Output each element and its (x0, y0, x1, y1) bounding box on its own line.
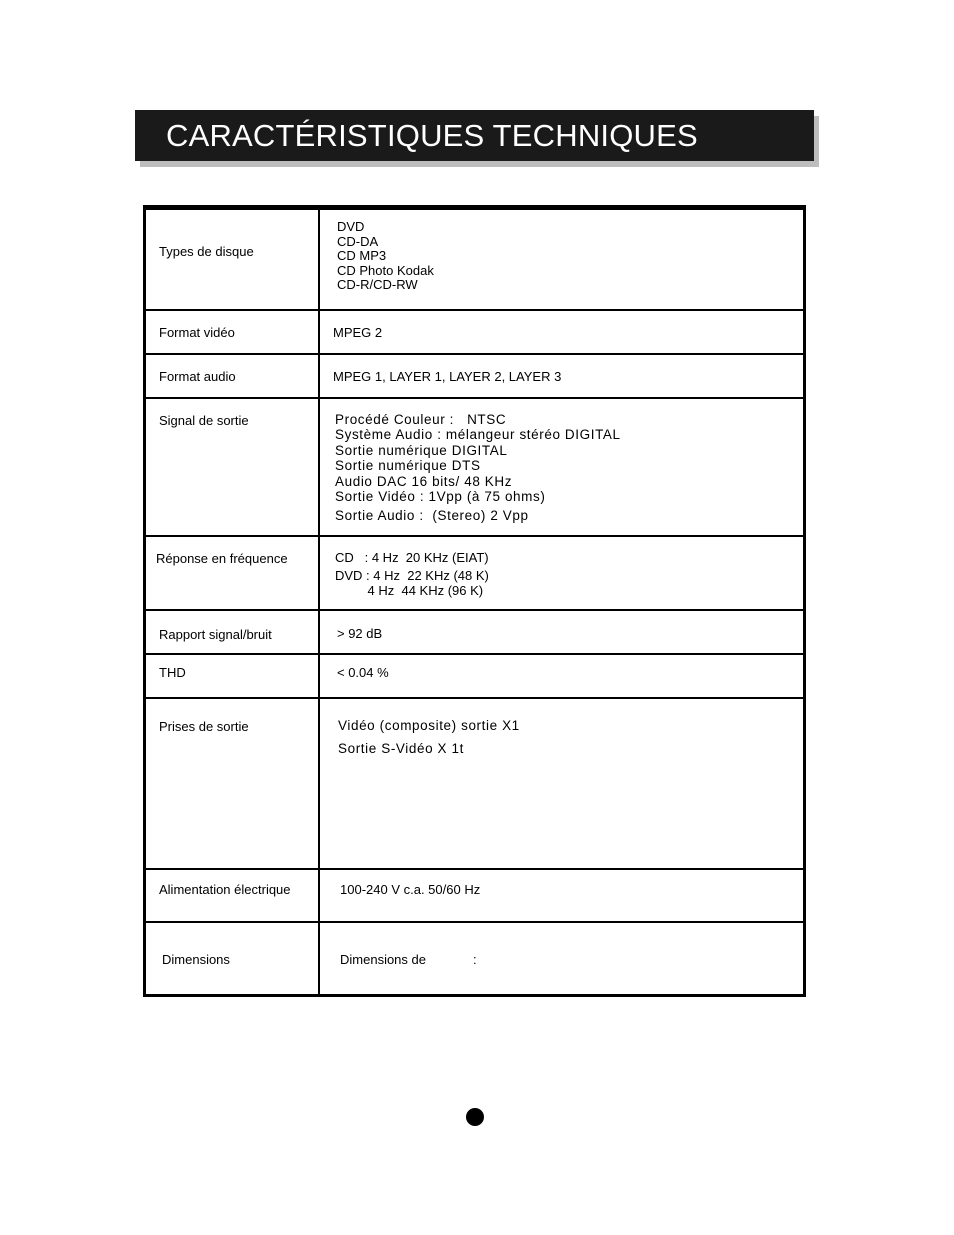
spec-row-thd (146, 653, 803, 699)
spec-value: Dimensions de : (340, 952, 477, 967)
spec-value: 100-240 V c.a. 50/60 Hz (340, 882, 481, 897)
frequency-item: DVD : 4 Hz 22 KHz (48 K) (335, 568, 489, 583)
spec-value: MPEG 2 (333, 325, 383, 340)
spec-row-frequency-response (146, 535, 803, 611)
frequency-item: 4 Hz 44 KHz (96 K) (335, 583, 484, 598)
spec-label: Dimensions (162, 952, 230, 967)
page-marker-dot (466, 1108, 484, 1126)
spec-row-output-signal (146, 397, 803, 537)
spec-label: Format vidéo (159, 325, 235, 340)
spec-row-audio-format (146, 353, 803, 399)
disc-type-item: DVD (337, 219, 365, 234)
frequency-item: CD : 4 Hz 20 KHz (EIAT) (335, 550, 489, 565)
signal-item: Audio DAC 16 bits/ 48 KHz (335, 473, 513, 489)
spec-row-power (146, 868, 803, 922)
signal-item: Procédé Couleur : NTSC (335, 412, 507, 427)
spec-label: Signal de sortie (159, 413, 249, 428)
spec-row-output-jacks (146, 697, 803, 866)
jack-item: Vidéo (composite) sortie X1 (338, 718, 520, 733)
spec-table (143, 205, 806, 997)
spec-value: MPEG 1, LAYER 1, LAYER 2, LAYER 3 (333, 369, 562, 384)
spec-value (335, 412, 621, 524)
signal-item: Sortie numérique DTS (335, 458, 481, 474)
spec-label: Types de disque (159, 244, 254, 259)
spec-row-disc-types (146, 208, 803, 311)
spec-label: THD (159, 665, 186, 680)
disc-type-item: CD MP3 (337, 248, 387, 264)
spec-value (337, 220, 434, 293)
spec-label: Alimentation électrique (159, 882, 291, 897)
signal-item: Système Audio : mélangeur stéréo DIGITAL (335, 427, 621, 443)
spec-label: Format audio (159, 369, 236, 384)
spec-label: Prises de sortie (159, 719, 249, 734)
signal-item: Sortie Audio : (Stereo) 2 Vpp (335, 508, 529, 524)
spec-value (338, 718, 520, 757)
disc-type-item: CD Photo Kodak (337, 262, 434, 278)
disc-type-item: CD-DA (337, 233, 379, 249)
spec-row-snr (146, 609, 803, 655)
spec-row-video-format (146, 309, 803, 355)
spec-label: Rapport signal/bruit (159, 627, 272, 642)
disc-type-item: CD-R/CD-RW (337, 277, 418, 293)
signal-item: Sortie numérique DIGITAL (335, 442, 508, 458)
spec-label: Réponse en fréquence (156, 551, 288, 566)
spec-value: < 0.04 % (337, 665, 389, 680)
spec-value (335, 550, 489, 598)
spec-row-dimensions (146, 921, 803, 997)
signal-item: Sortie Vidéo : 1Vpp (à 75 ohms) (335, 489, 546, 505)
jack-item: Sortie S-Vidéo X 1t (338, 741, 464, 757)
page-title: CARACTÉRISTIQUES TECHNIQUES (135, 110, 814, 161)
spec-value: > 92 dB (337, 626, 383, 641)
